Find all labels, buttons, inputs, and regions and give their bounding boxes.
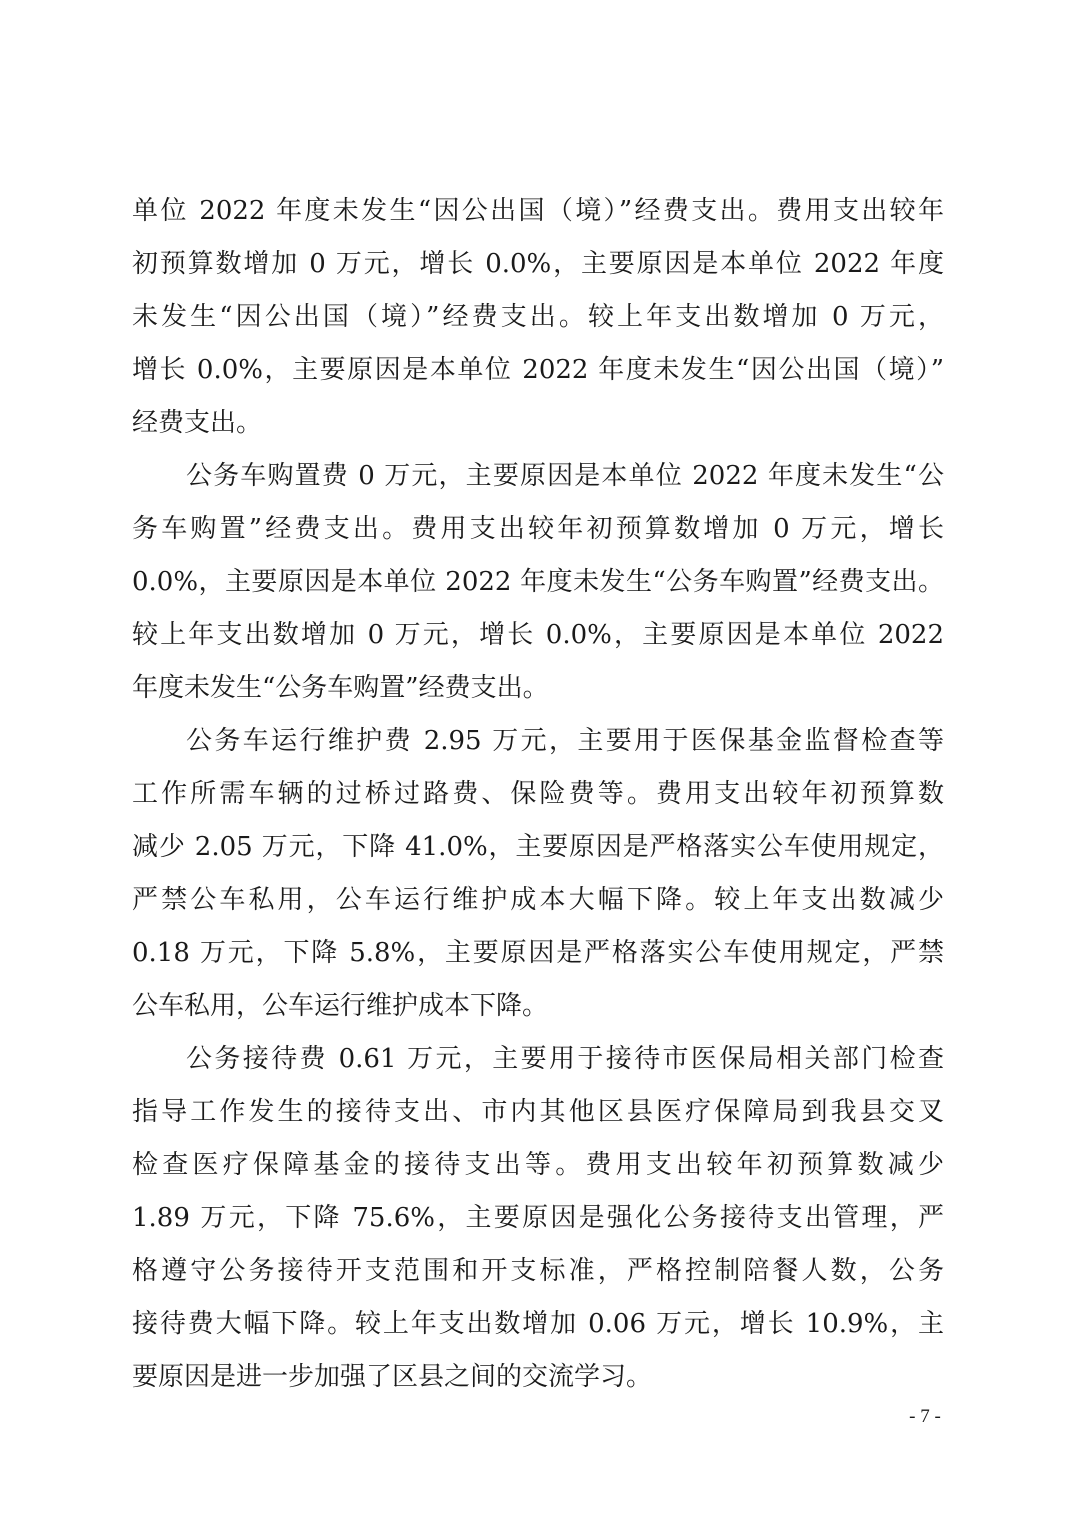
- text-line: 公务车购置费 0 万元，主要原因是本单位 2022 年度未发生“公: [186, 461, 944, 491]
- text-line: 增长 0.0%，主要原因是本单位 2022 年度未发生“因公出国（境）”: [132, 355, 944, 385]
- text-line: 年度未发生“公务车购置”经费支出。: [132, 673, 549, 703]
- text-line: 经费支出。: [132, 408, 263, 438]
- text-line: 要原因是进一步加强了区县之间的交流学习。: [132, 1362, 653, 1392]
- text-line: 单位 2022 年度未发生“因公出国（境）”经费支出。费用支出较年: [132, 196, 944, 226]
- text-line: 初预算数增加 0 万元，增长 0.0%，主要原因是本单位 2022 年度: [132, 249, 944, 279]
- text-line: 严禁公车私用，公车运行维护成本大幅下降。较上年支出数减少: [132, 885, 944, 915]
- text-line: 检查医疗保障基金的接待支出等。费用支出较年初预算数减少: [132, 1150, 944, 1180]
- text-line: 公务接待费 0.61 万元，主要用于接待市医保局相关部门检查: [186, 1044, 944, 1074]
- text-line: 格遵守公务接待开支范围和开支标准，严格控制陪餐人数，公务: [132, 1256, 944, 1286]
- text-line: 0.0%，主要原因是本单位 2022 年度未发生“公务车购置”经费支出。: [132, 567, 944, 597]
- text-line: 务车购置”经费支出。费用支出较年初预算数增加 0 万元，增长: [132, 514, 944, 544]
- text-line: 接待费大幅下降。较上年支出数增加 0.06 万元，增长 10.9%，主: [132, 1309, 944, 1339]
- text-line: 指导工作发生的接待支出、市内其他区县医疗保障局到我县交叉: [132, 1097, 944, 1127]
- text-line: 较上年支出数增加 0 万元，增长 0.0%，主要原因是本单位 2022: [132, 620, 944, 650]
- text-line: 公务车运行维护费 2.95 万元，主要用于医保基金监督检查等: [186, 726, 944, 756]
- text-line: 未发生“因公出国（境）”经费支出。较上年支出数增加 0 万元，: [132, 302, 944, 332]
- text-line: 公车私用，公车运行维护成本下降。: [132, 991, 549, 1021]
- text-line: 减少 2.05 万元，下降 41.0%，主要原因是严格落实公车使用规定，: [132, 832, 944, 862]
- text-line: 1.89 万元，下降 75.6%，主要原因是强化公务接待支出管理，严: [132, 1203, 944, 1233]
- text-line: 工作所需车辆的过桥过路费、保险费等。费用支出较年初预算数: [132, 779, 944, 809]
- page-number: - 7 -: [909, 1406, 941, 1427]
- text-line: 0.18 万元，下降 5.8%，主要原因是严格落实公车使用规定，严禁: [132, 938, 944, 968]
